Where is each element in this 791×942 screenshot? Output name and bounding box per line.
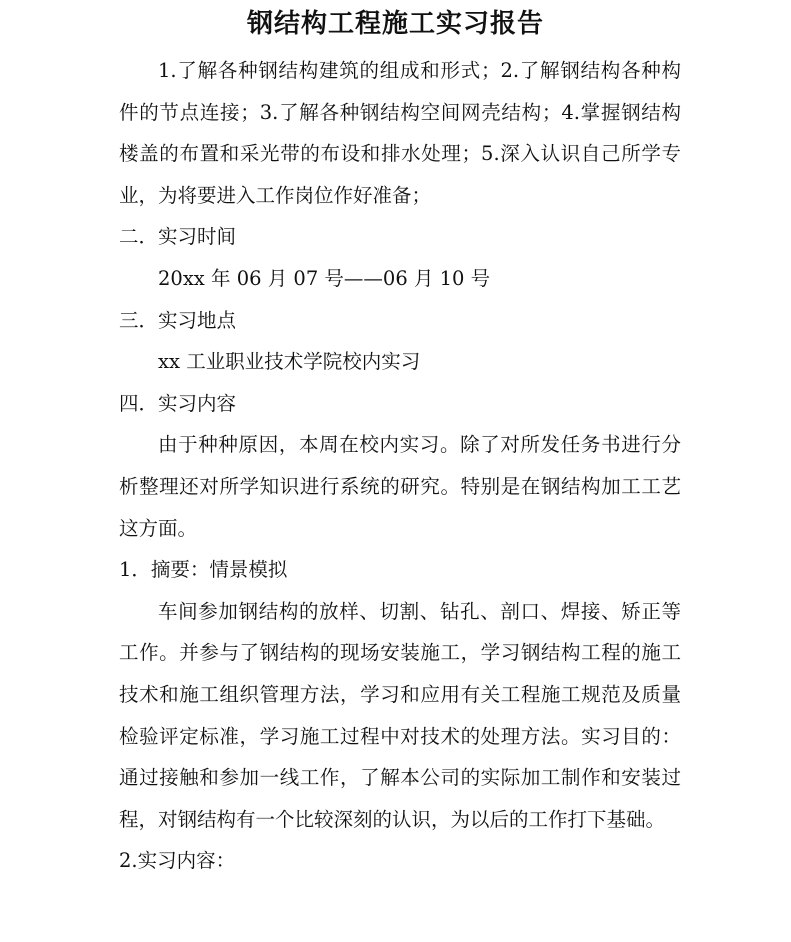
place-heading: 三．实习地点: [119, 308, 237, 332]
time-heading: 二．实习时间: [119, 225, 237, 249]
summary-paragraph: 车间参加钢结构的放样、切割、钻孔、剖口、焊接、矫正等工作。并参与了钢结构的现场安装施工，学习钢结构工程的施工技术和施工组织管理方法，学习和应用有关工程施工规范及质量检验评定标准，学习施工过程中对技术的处理方法。实习目的：通过接触和参加一线工作，了解本公司的实际加工制作和安装过程，对钢结构有一个比较深刻的认识，为以后的工作打下基础。: [119, 599, 681, 831]
purpose-paragraph: 1.了解各种钢结构建筑的组成和形式；2.了解钢结构各种构件的节点连接；3.了解各种钢结构空间网壳结构；4.掌握钢结构楼盖的布置和采光带的布设和排水处理；5.深入认识自己所学专业，为将要进入工作岗位作好准备；: [119, 59, 681, 207]
document-body: [119, 50, 681, 882]
content-paragraph: 由于种种原因，本周在校内实习。除了对所发任务书进行分析整理还对所学知识进行系统的研究。特别是在钢结构加工工艺这方面。: [119, 433, 681, 540]
content2-heading: 2.实习内容：: [119, 849, 236, 873]
summary-heading: 1．摘要：情景模拟: [119, 558, 288, 582]
document-title: 钢结构工程施工实习报告: [246, 9, 544, 39]
time-value: 20xx 年 06 月 07 号——06 月 10 号: [158, 266, 491, 290]
place-value: xx 工业职业技术学院校内实习: [158, 350, 421, 374]
content-heading: 四．实习内容: [119, 391, 237, 415]
